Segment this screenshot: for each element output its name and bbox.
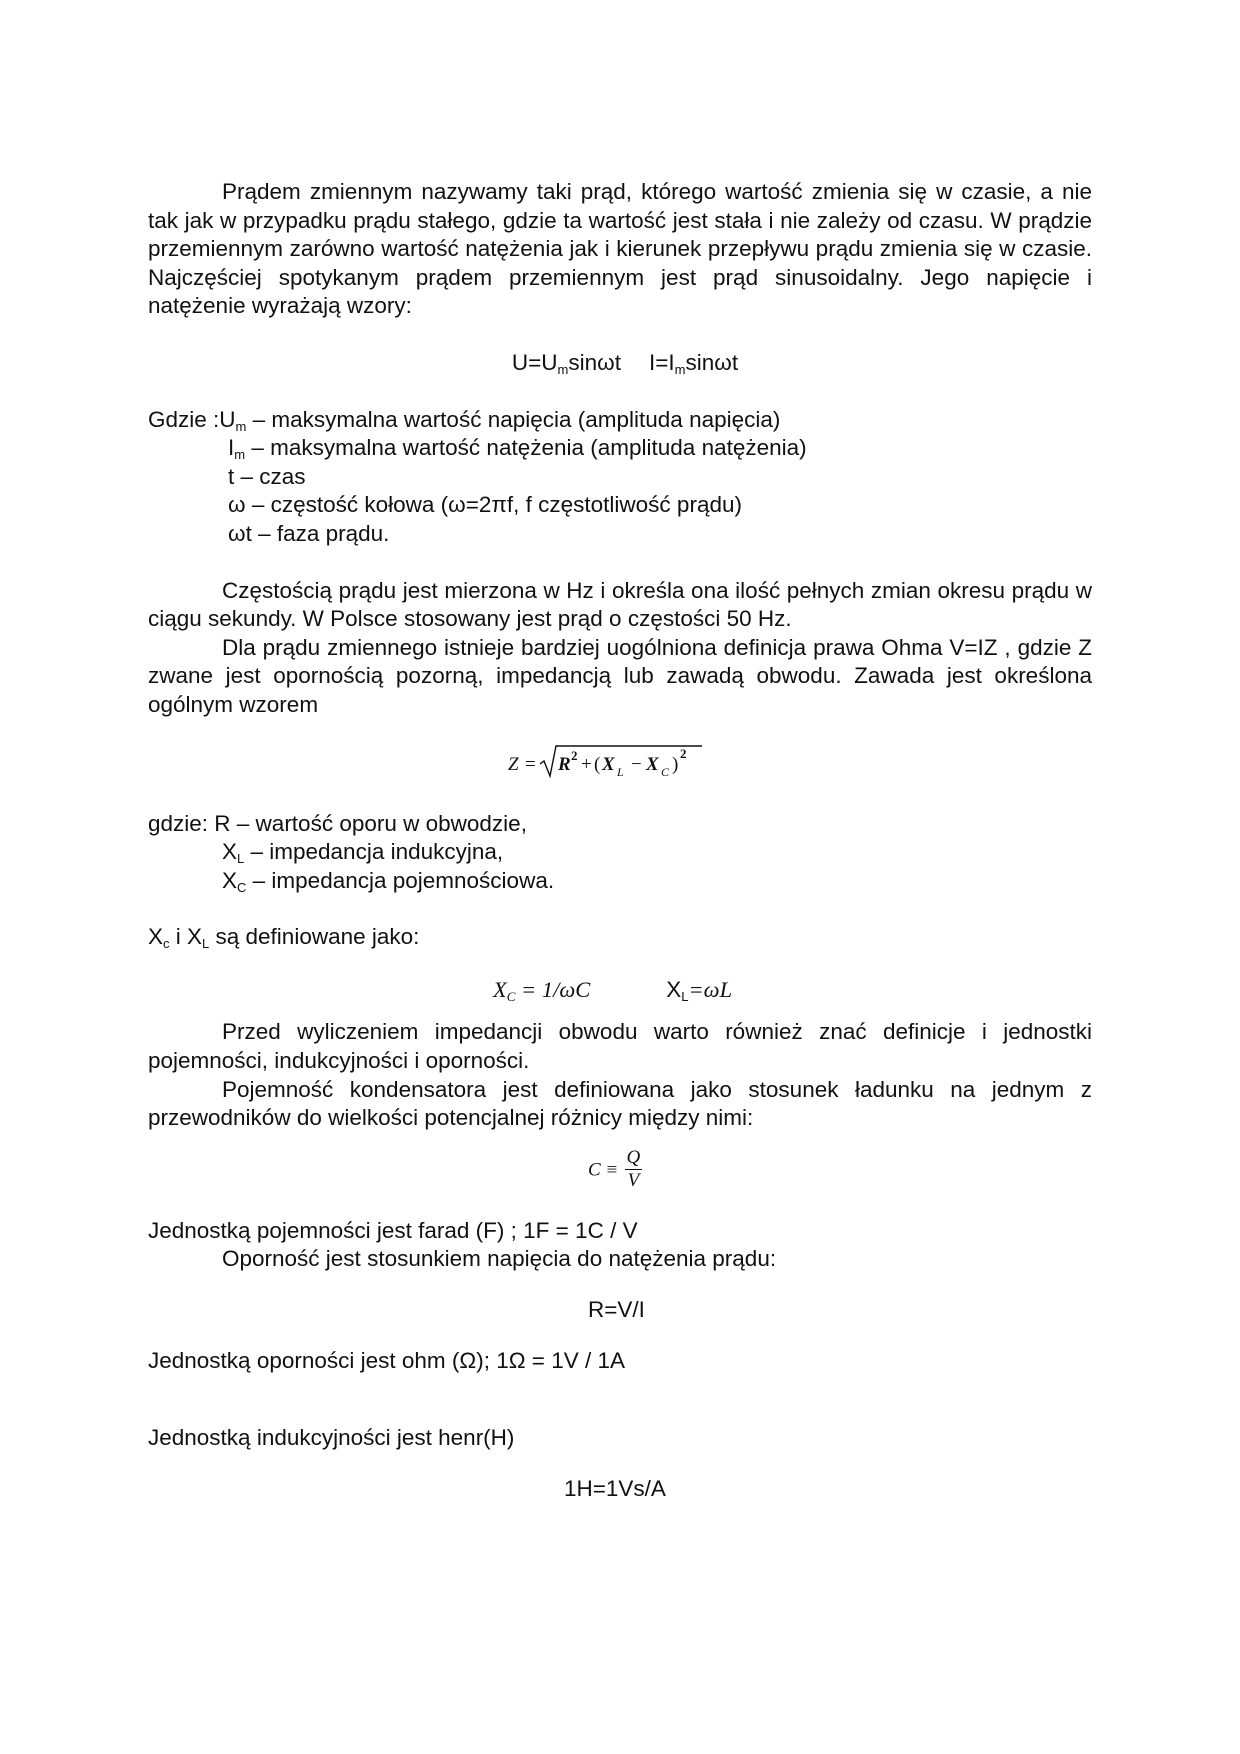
formula-i-rhs: sinωt bbox=[685, 349, 739, 375]
formula-u-lhs: U=U bbox=[511, 349, 558, 375]
definitions-list-2 bbox=[148, 810, 1092, 896]
paragraph-intro: Prądem zmiennym nazywamy taki prąd, którego wartość zmienia się w czasie, a nie tak jak w przypadku prądu stałego, gdzie ta wartość jest stała i nie zależy od czasu. W prądzie przemiennym zarówno wartość natężenia jak i kierunek przepływu prądu zmienia się w czasie. Najczęściej spotykanym prądem przemiennym jest prąd sinusoidalny. Jego napięcie i natężenie wyrażają wzory: bbox=[148, 179, 1092, 319]
formula-z-symbol: Z bbox=[508, 753, 519, 775]
def-um-text: – maksymalna wartość napięcia (amplituda napięcia) bbox=[246, 406, 781, 432]
formula-xl: X bbox=[602, 753, 615, 775]
formula-sinusoidal bbox=[148, 349, 1092, 378]
def-xl-sub: L bbox=[237, 851, 245, 867]
formula-impedance bbox=[508, 740, 748, 786]
def-um-symbol: U bbox=[219, 406, 236, 432]
formula-u-rhs: sinωt bbox=[568, 349, 621, 375]
paragraph-xc-xl bbox=[148, 923, 1092, 952]
p4-s1: c bbox=[163, 936, 170, 952]
p4-s2: L bbox=[202, 936, 210, 952]
formula-xc-rhs: = 1/ωC bbox=[515, 976, 591, 1002]
paragraph-ohm-unit: Jednostką oporności jest ohm (Ω); 1Ω = 1V / 1A bbox=[148, 1347, 625, 1373]
def-omega: ω – częstość kołowa (ω=2πf, f częstotliwość prądu) bbox=[228, 492, 742, 518]
formula-u-sub: m bbox=[557, 361, 569, 377]
formula-i-sub: m bbox=[674, 361, 686, 377]
paragraph-capacitance: Pojemność kondensatora jest definiowana jako stosunek ładunku na jednym z przewodników do wielkości potencjalnej różnicy między nimi: bbox=[148, 1076, 1092, 1131]
formula-minus: − bbox=[631, 753, 642, 775]
paragraph-ohm: Dla prądu zmiennego istnieje bardziej uogólniona definicja prawa Ohma V=IZ , gdzie Z zwane jest opornością pozorną, impedancją lub zawadą obwodu. Zawada jest określona ogólnym wzorem bbox=[148, 634, 1092, 717]
formula-open-paren: ( bbox=[594, 753, 601, 775]
formula-close-paren: ) bbox=[672, 753, 679, 775]
formula-henry: 1H=1Vs/A bbox=[564, 1475, 666, 1501]
def-intro: Gdzie : bbox=[148, 406, 220, 432]
formula-xc-symbol: X bbox=[493, 976, 507, 1002]
formula-paren-exp: 2 bbox=[680, 745, 687, 761]
p4-x1: X bbox=[148, 924, 164, 950]
formula-c-den: V bbox=[627, 1169, 640, 1191]
formula-xl-symbol: X bbox=[666, 976, 682, 1002]
document-page bbox=[148, 178, 1092, 1503]
formula-plus: + bbox=[581, 753, 592, 775]
formula-c-lhs: C ≡ bbox=[588, 1159, 619, 1181]
paragraph-farad: Jednostką pojemności jest farad (F) ; 1F = 1C / V bbox=[148, 1217, 638, 1243]
def-um-sub: m bbox=[235, 418, 247, 434]
p4-mid: i X bbox=[169, 924, 203, 950]
formula-xl-subscript: L bbox=[681, 988, 689, 1004]
formula-xl-sub: L bbox=[617, 764, 624, 779]
formula-r-exp: 2 bbox=[571, 747, 578, 763]
definitions-list-1 bbox=[148, 406, 1092, 549]
formula-xc-subscript: C bbox=[506, 988, 516, 1004]
formula-xc-sub: C bbox=[661, 764, 670, 779]
def-xc bbox=[148, 867, 1092, 896]
formula-reactance bbox=[148, 976, 1092, 1005]
def-omegat: ωt – faza prądu. bbox=[228, 520, 390, 546]
p4-rest: są definiowane jako: bbox=[209, 924, 420, 950]
paragraph-frequency: Częstością prądu jest mierzona w Hz i określa ona ilość pełnych zmian okresu prądu w ciągu sekundy. W Polsce stosowany jest prąd o częstości 50 Hz. bbox=[148, 577, 1092, 632]
formula-resistance: R=V/I bbox=[588, 1297, 645, 1323]
def-r: gdzie: R – wartość oporu w obwodzie, bbox=[148, 810, 527, 836]
formula-capacitance bbox=[148, 1147, 1092, 1205]
def-xl-text: – impedancja indukcyjna, bbox=[244, 839, 504, 865]
paragraph-resistance: Oporność jest stosunkiem napięcia do natężenia prądu: bbox=[222, 1246, 777, 1272]
formula-c-fraction bbox=[625, 1147, 643, 1192]
paragraph-henry: Jednostką indukcyjności jest henr(H) bbox=[148, 1425, 515, 1451]
def-xl bbox=[148, 838, 1092, 867]
def-xc-sub: C bbox=[237, 879, 247, 895]
formula-r: R bbox=[558, 753, 571, 775]
formula-xc: X bbox=[646, 753, 659, 775]
paragraph-before: Przed wyliczeniem impedancji obwodu warto również znać definicje i jednostki pojemności, indukcyjności i oporności. bbox=[148, 1019, 1092, 1074]
formula-xl-rhs: =ωL bbox=[688, 976, 733, 1002]
def-xl-symbol: X bbox=[222, 839, 238, 865]
formula-c-num: Q bbox=[626, 1146, 641, 1168]
formula-z-eq: = bbox=[525, 753, 536, 775]
def-t: t – czas bbox=[228, 463, 306, 489]
def-um bbox=[148, 406, 1092, 435]
def-im-symbol: I bbox=[228, 435, 235, 461]
def-im-text: – maksymalna wartość natężenia (amplituda natężenia) bbox=[245, 435, 807, 461]
def-im-sub: m bbox=[234, 447, 246, 463]
def-im bbox=[148, 434, 1092, 463]
def-xc-text: – impedancja pojemnościowa. bbox=[246, 867, 555, 893]
formula-i-lhs: I=I bbox=[648, 349, 675, 375]
def-xc-symbol: X bbox=[222, 867, 238, 893]
